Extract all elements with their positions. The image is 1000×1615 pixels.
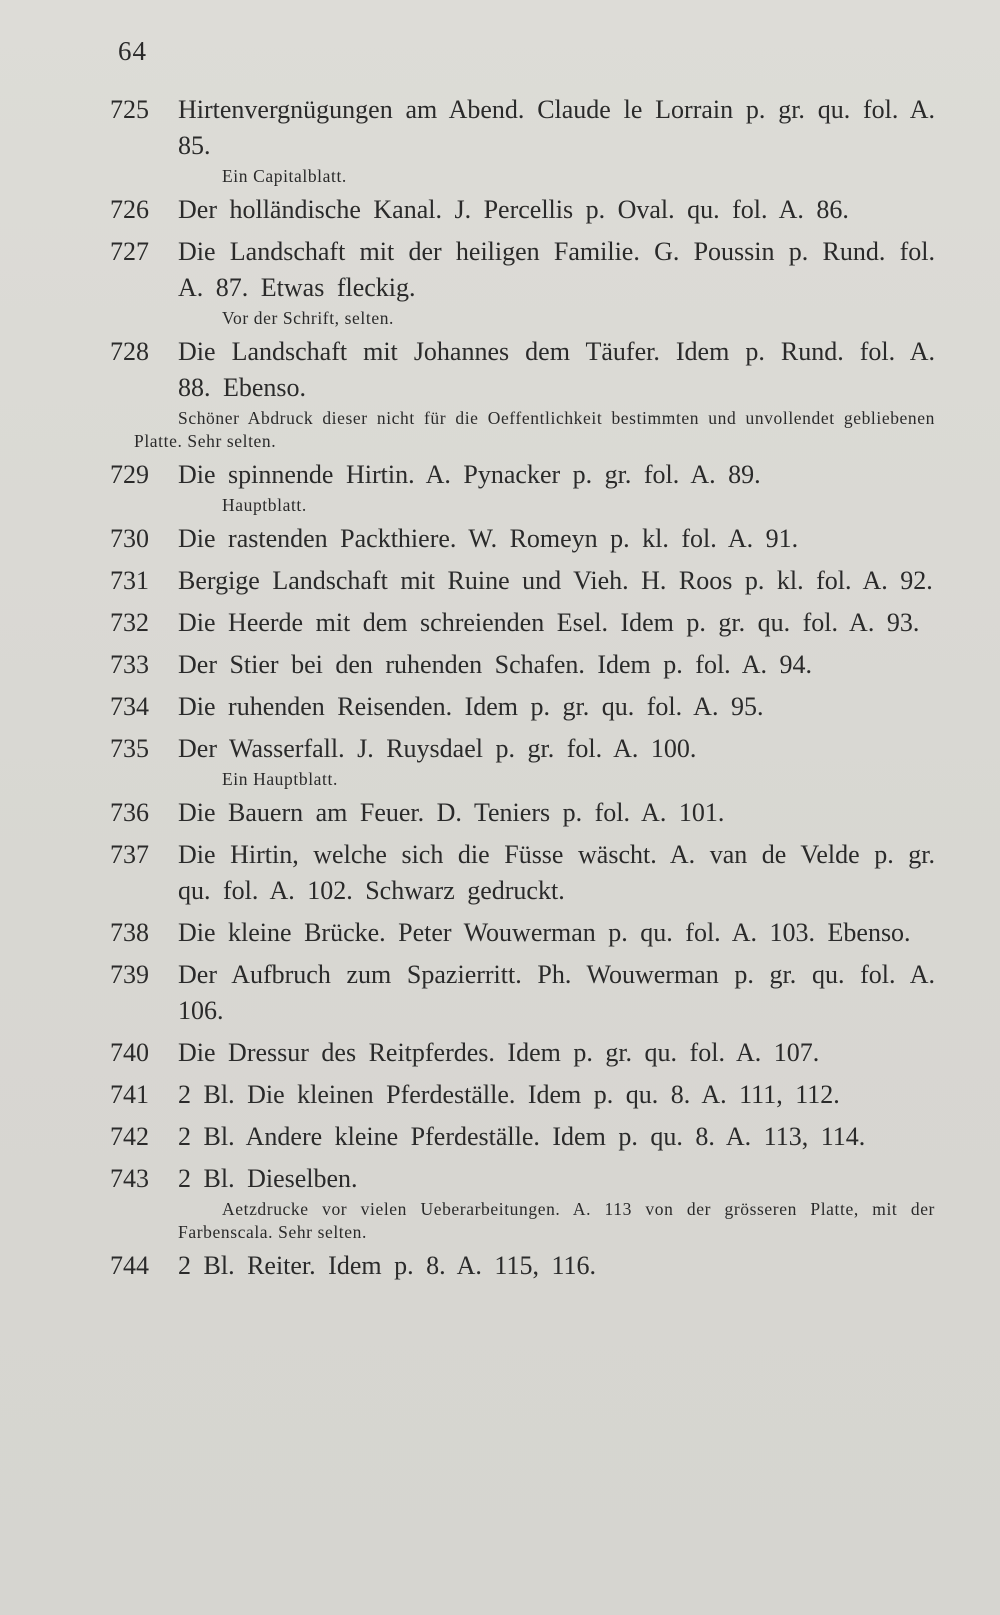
catalog-entry [110, 192, 935, 234]
entry-number: 728 [110, 337, 149, 366]
entry-number: 732 [110, 608, 149, 637]
entry-text: Der Wasserfall. J. Ruysdael p. gr. fol. A. 100. [178, 734, 697, 763]
catalog-entry [110, 1248, 935, 1284]
entry-note: Hauptblatt. [222, 495, 307, 515]
catalog-entry [110, 563, 935, 605]
catalog-entry [110, 837, 935, 915]
catalog-entry [110, 731, 935, 795]
catalog-entry [110, 795, 935, 837]
entry-number: 738 [110, 918, 149, 947]
catalog-entry [110, 647, 935, 689]
entry-text: Die ruhenden Reisenden. Idem p. gr. qu. fol. A. 95. [178, 692, 764, 721]
catalog-entry [110, 92, 935, 192]
entry-text: 2 Bl. Reiter. Idem p. 8. A. 115, 116. [178, 1251, 596, 1280]
entry-text: Die spinnende Hirtin. A. Pynacker p. gr. fol. A. 89. [178, 460, 761, 489]
entry-number: 734 [110, 692, 149, 721]
entry-text: Die rastenden Packthiere. W. Romeyn p. kl. fol. A. 91. [178, 524, 799, 553]
entry-number: 729 [110, 460, 149, 489]
entry-number: 743 [110, 1164, 149, 1193]
entry-number: 735 [110, 734, 149, 763]
entry-number: 742 [110, 1122, 149, 1151]
page-number: 64 [118, 36, 147, 66]
entry-text: Die Landschaft mit Johannes dem Täufer. Idem p. Rund. fol. A. 88. Ebenso. [178, 337, 935, 402]
entry-text: Der Aufbruch zum Spazierritt. Ph. Wouwerman p. gr. qu. fol. A. 106. [178, 960, 935, 1025]
entry-number: 736 [110, 798, 149, 827]
entry-note: Ein Hauptblatt. [222, 769, 338, 789]
catalog-entry [110, 689, 935, 731]
catalog-entry [110, 457, 935, 521]
entry-text: Die Heerde mit dem schreienden Esel. Idem p. gr. qu. fol. A. 93. [178, 608, 920, 637]
entry-text: 2 Bl. Andere kleine Pferdeställe. Idem p. qu. 8. A. 113, 114. [178, 1122, 866, 1151]
catalog-entry [110, 957, 935, 1035]
catalog-entry [110, 1035, 935, 1077]
entry-text: Die Hirtin, welche sich die Füsse wäscht. A. van de Velde p. gr. qu. fol. A. 102. Schwarz gedruckt. [178, 840, 935, 905]
entry-note: Ein Capitalblatt. [222, 166, 347, 186]
entry-number: 726 [110, 195, 149, 224]
entry-text: Die Bauern am Feuer. D. Teniers p. fol. A. 101. [178, 798, 725, 827]
entry-text: Die kleine Brücke. Peter Wouwerman p. qu. fol. A. 103. Ebenso. [178, 918, 911, 947]
catalog-entry [110, 1077, 935, 1119]
entry-note: Vor der Schrift, selten. [222, 308, 395, 328]
entry-number: 741 [110, 1080, 149, 1109]
entry-number: 730 [110, 524, 149, 553]
catalog-entries [110, 92, 935, 1284]
entry-number: 739 [110, 960, 149, 989]
entry-text: Bergige Landschaft mit Ruine und Vieh. H. Roos p. kl. fol. A. 92. [178, 566, 933, 595]
entry-number: 744 [110, 1251, 149, 1280]
entry-number: 740 [110, 1038, 149, 1067]
catalog-entry [110, 1161, 935, 1248]
entry-text: Der holländische Kanal. J. Percellis p. Oval. qu. fol. A. 86. [178, 195, 849, 224]
entry-text: 2 Bl. Die kleinen Pferdeställe. Idem p. qu. 8. A. 111, 112. [178, 1080, 840, 1109]
entry-text: Die Dressur des Reitpferdes. Idem p. gr. qu. fol. A. 107. [178, 1038, 820, 1067]
entry-number: 727 [110, 237, 149, 266]
catalog-entry [110, 234, 935, 334]
catalog-entry [110, 521, 935, 563]
catalog-entry [110, 334, 935, 457]
entry-text: Der Stier bei den ruhenden Schafen. Idem p. fol. A. 94. [178, 650, 813, 679]
catalog-entry [110, 915, 935, 957]
entry-note: Aetzdrucke vor vielen Ueberarbeitungen. A. 113 von der grösseren Platte, mit der Farbenscala. Sehr selten. [178, 1199, 935, 1242]
entry-text: Hirtenvergnügungen am Abend. Claude le Lorrain p. gr. qu. fol. A. 85. [178, 95, 935, 160]
entry-text: 2 Bl. Dieselben. [178, 1164, 358, 1193]
entry-number: 737 [110, 840, 149, 869]
catalog-entry [110, 1119, 935, 1161]
catalog-entry [110, 605, 935, 647]
entry-number: 725 [110, 95, 149, 124]
entry-number: 731 [110, 566, 149, 595]
entry-note: Schöner Abdruck dieser nicht für die Oeffentlichkeit bestimmten und unvollendet gebliebenen Platte. Sehr selten. [134, 408, 935, 451]
entry-text: Die Landschaft mit der heiligen Familie. G. Poussin p. Rund. fol. A. 87. Etwas fleckig. [178, 237, 935, 302]
entry-number: 733 [110, 650, 149, 679]
